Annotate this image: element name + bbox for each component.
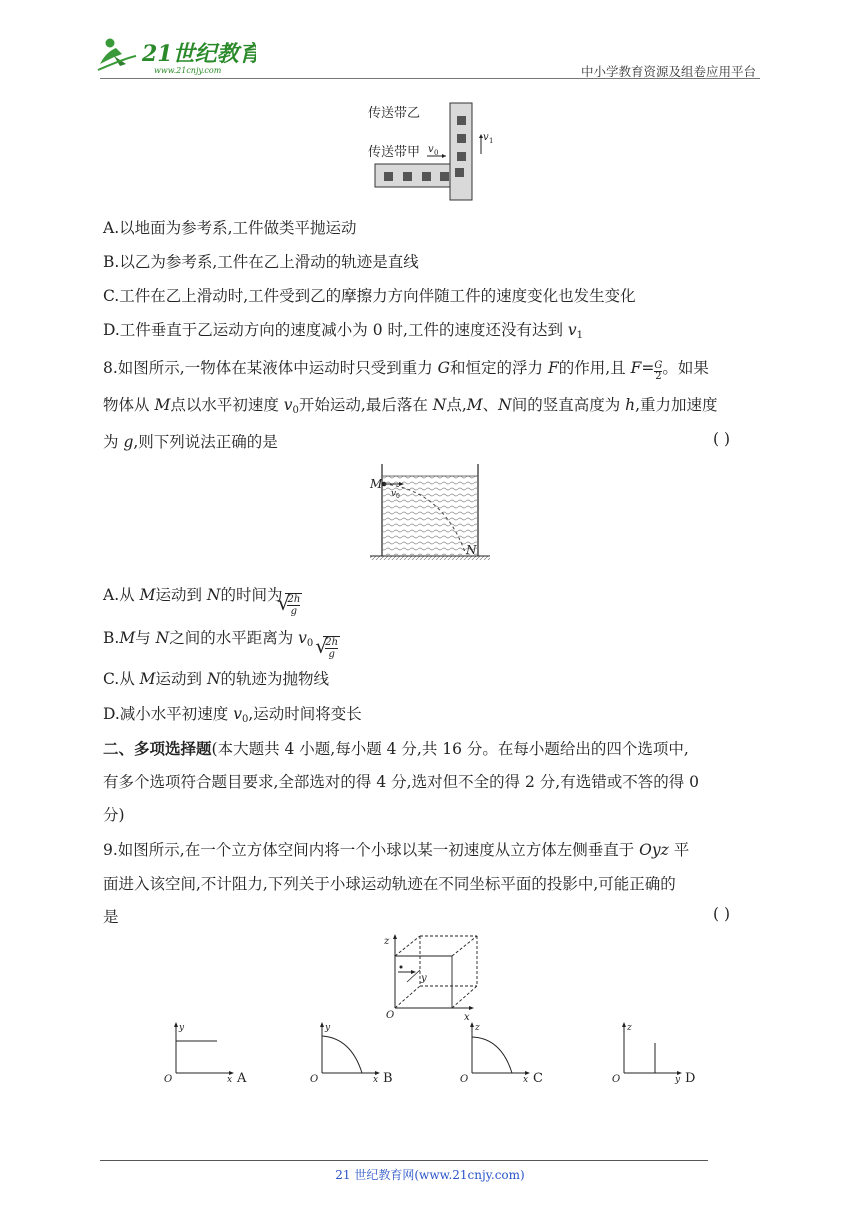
svg-text:O: O (460, 1074, 469, 1085)
q8-option-a: A.从 M运动到 N的时间为 √ 2h g (103, 586, 301, 617)
svg-text:v: v (483, 132, 489, 143)
footer-link[interactable]: 21 世纪教育网(www.21cnjy.com) (335, 1168, 525, 1182)
svg-text:O: O (164, 1074, 173, 1085)
svg-text:M: M (370, 477, 383, 491)
option-b-tag: B (383, 1071, 393, 1086)
section2-desc-line3: 分) (103, 806, 125, 824)
option-c-tag: C (533, 1071, 543, 1086)
svg-text:z: z (475, 1023, 480, 1033)
svg-text:0: 0 (434, 149, 439, 157)
svg-text:1: 1 (489, 137, 494, 145)
q8-stem-line2: 物体从 M点以水平初速度 $v_0$开始运动,最后落在 N点,M、N间的竖直高度为 h,重力加速度 (103, 396, 718, 416)
svg-text:v: v (428, 144, 434, 155)
svg-text:z: z (627, 1023, 632, 1033)
site-logo (96, 34, 256, 76)
cube-figure (380, 930, 480, 1020)
svg-text:N: N (466, 543, 477, 557)
q7-option-d: D.工件垂直于乙运动方向的速度减小为 0 时,工件的速度还没有达到 $v_1$ (103, 321, 584, 341)
svg-text:y: y (675, 1075, 681, 1085)
q9-option-a-graph (160, 1020, 260, 1090)
svg-text:x: x (227, 1075, 233, 1085)
q8-option-b: B.M与 N之间的水平距离为 $v_0$ √ 2h g (103, 629, 339, 660)
liquid-tank-figure (362, 462, 492, 566)
q7-option-c: C.工件在乙上滑动时,工件受到乙的摩擦力方向伴随工件的速度变化也发生变化 (103, 287, 636, 305)
svg-text:O: O (612, 1074, 621, 1085)
q8-stem-line1: 8.如图所示,一物体在某液体中运动时只受到重力 G和恒定的浮力 F的作用,且 F= $\frac{G}{2}$ 。如果 (103, 359, 709, 382)
q8-option-c: C.从 M运动到 N的轨迹为抛物线 (103, 670, 330, 688)
svg-text:O: O (386, 1010, 395, 1020)
section2-heading: 二、多项选择题(本大题共 4 小题,每小题 4 分,共 16 分。在每小题给出的四个选项中, (103, 739, 689, 758)
q8-stem-line3: 为 g,则下列说法正确的是 (103, 433, 278, 451)
conveyor-figure (360, 96, 510, 206)
header-divider (100, 78, 760, 79)
q8-option-d: D.减小水平初速度 $v_0$,运动时间将变长 (103, 705, 362, 725)
q8-answer-paren: ( ) (713, 430, 731, 448)
section2-desc-line2: 有多个选项符合题目要求,全部选对的得 4 分,选对但不全的得 2 分,有选错或不答的得 0 (103, 773, 700, 791)
svg-text:y: y (421, 973, 427, 984)
q7-option-a: A.以地面为参考系,工件做类平抛运动 (103, 219, 357, 237)
q9-stem-line3: 是 (103, 908, 119, 926)
logo-url: www.21cnjy.com (154, 66, 222, 75)
svg-text:z: z (384, 936, 390, 947)
belt-b-label: 传送带乙 (368, 106, 421, 121)
svg-text:x: x (464, 1012, 470, 1020)
svg-text:y: y (325, 1023, 331, 1033)
q9-stem-line1: 9.如图所示,在一个立方体空间内将一个小球以某一初速度从立方体左侧垂直于 Oyz 平 (103, 841, 690, 859)
q9-stem-line2: 面进入该空间,不计阻力,下列关于小球运动轨迹在不同坐标平面的投影中,可能正确的 (103, 875, 676, 893)
option-a-tag: A (237, 1071, 247, 1086)
svg-text:v: v (391, 489, 397, 499)
header-platform-text: 中小学教育资源及组卷应用平台 (580, 64, 756, 79)
q9-answer-paren: ( ) (713, 905, 731, 923)
q9-option-b-graph (306, 1020, 406, 1090)
logo-text: 21世纪教育 (142, 41, 256, 67)
option-d-tag: D (685, 1071, 696, 1086)
svg-text:y: y (179, 1023, 185, 1033)
belt-a-label: 传送带甲 (368, 145, 421, 160)
footer-divider (100, 1160, 708, 1161)
q7-option-b: B.以乙为参考系,工件在乙上滑动的轨迹是直线 (103, 253, 419, 271)
q9-option-d-graph (608, 1020, 708, 1090)
svg-text:0: 0 (396, 493, 400, 500)
svg-text:O: O (310, 1074, 319, 1085)
q9-option-c-graph (456, 1020, 556, 1090)
svg-text:x: x (523, 1075, 529, 1085)
svg-text:x: x (373, 1075, 379, 1085)
